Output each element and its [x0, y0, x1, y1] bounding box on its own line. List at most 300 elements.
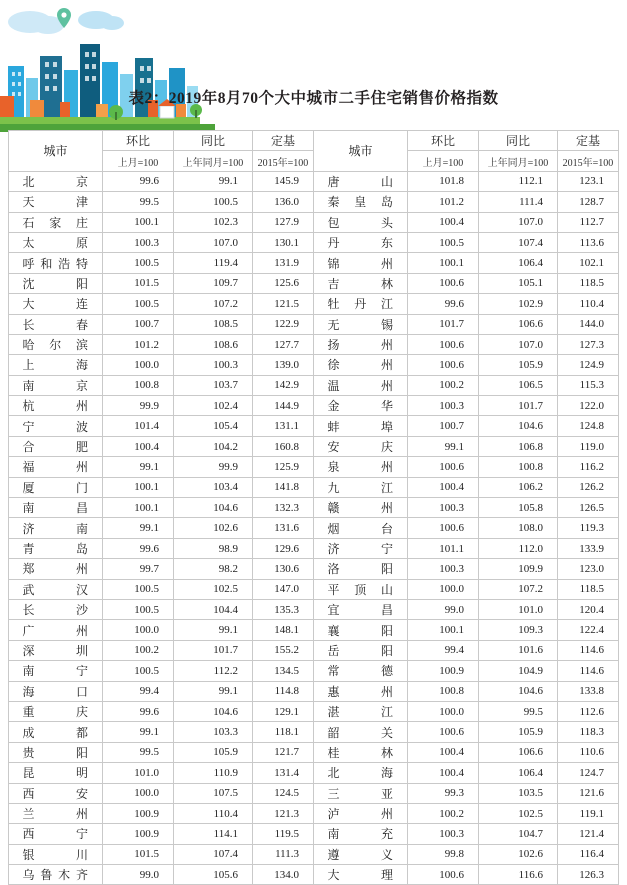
city-name-cell: 北 海 — [314, 763, 408, 783]
city-name-cell: 安 庆 — [314, 436, 408, 456]
yoy-value-cell: 98.2 — [174, 559, 253, 579]
city-name-cell: 合 肥 — [9, 436, 103, 456]
price-index-table — [8, 130, 619, 885]
yoy-value-cell: 102.3 — [174, 212, 253, 232]
base-value-cell: 124.9 — [558, 355, 619, 375]
city-name-cell: 郑 州 — [9, 559, 103, 579]
base-value-cell: 127.3 — [558, 334, 619, 354]
yoy-value-cell: 99.1 — [174, 681, 253, 701]
base-value-cell: 127.7 — [253, 334, 314, 354]
city-name-cell: 乌鲁木齐 — [9, 865, 103, 885]
mom-value-cell: 100.3 — [408, 559, 479, 579]
yoy-value-cell: 106.2 — [479, 477, 558, 497]
header-yoy-left: 同比 — [174, 131, 253, 151]
mom-value-cell: 99.9 — [103, 396, 174, 416]
mom-value-cell: 101.2 — [408, 192, 479, 212]
table-row — [9, 436, 619, 456]
city-name-cell: 金 华 — [314, 396, 408, 416]
base-value-cell: 155.2 — [253, 640, 314, 660]
table-row — [9, 844, 619, 864]
city-name-cell: 青 岛 — [9, 538, 103, 558]
city-name-cell: 泉 州 — [314, 457, 408, 477]
city-name-cell: 沈 阳 — [9, 273, 103, 293]
mom-value-cell: 100.0 — [103, 620, 174, 640]
city-name-cell: 大 连 — [9, 294, 103, 314]
city-name-cell: 大 理 — [314, 865, 408, 885]
yoy-value-cell: 104.7 — [479, 824, 558, 844]
base-value-cell: 129.6 — [253, 538, 314, 558]
yoy-value-cell: 107.0 — [479, 334, 558, 354]
mom-value-cell: 100.3 — [103, 232, 174, 252]
city-name-cell: 贵 阳 — [9, 742, 103, 762]
mom-value-cell: 100.2 — [103, 640, 174, 660]
header-mom-sub-left: 上月=100 — [103, 151, 174, 171]
skyline-svg — [0, 0, 290, 140]
city-name-cell: 长 春 — [9, 314, 103, 334]
city-name-cell: 泸 州 — [314, 803, 408, 823]
yoy-value-cell: 104.6 — [174, 701, 253, 721]
mom-value-cell: 101.7 — [408, 314, 479, 334]
yoy-value-cell: 106.6 — [479, 314, 558, 334]
mom-value-cell: 99.3 — [408, 783, 479, 803]
yoy-value-cell: 107.0 — [479, 212, 558, 232]
yoy-value-cell: 107.0 — [174, 232, 253, 252]
table-row — [9, 314, 619, 334]
yoy-value-cell: 106.4 — [479, 253, 558, 273]
yoy-value-cell: 119.4 — [174, 253, 253, 273]
mom-value-cell: 100.0 — [408, 579, 479, 599]
mom-value-cell: 100.1 — [103, 498, 174, 518]
base-value-cell: 134.5 — [253, 661, 314, 681]
yoy-value-cell: 108.5 — [174, 314, 253, 334]
city-name-cell: 海 口 — [9, 681, 103, 701]
yoy-value-cell: 103.3 — [174, 722, 253, 742]
base-value-cell: 113.6 — [558, 232, 619, 252]
header-city-left: 城市 — [9, 131, 103, 172]
yoy-value-cell: 99.1 — [174, 171, 253, 191]
table-row — [9, 253, 619, 273]
city-name-cell: 福 州 — [9, 457, 103, 477]
mom-value-cell: 99.1 — [103, 722, 174, 742]
base-value-cell: 110.6 — [558, 742, 619, 762]
mom-value-cell: 99.4 — [103, 681, 174, 701]
yoy-value-cell: 110.4 — [174, 803, 253, 823]
header-base-sub-left: 2015年=100 — [253, 151, 314, 171]
yoy-value-cell: 105.9 — [479, 722, 558, 742]
mom-value-cell: 100.4 — [408, 212, 479, 232]
base-value-cell: 121.5 — [253, 294, 314, 314]
yoy-value-cell: 112.0 — [479, 538, 558, 558]
header-mom-left: 环比 — [103, 131, 174, 151]
header-base-left: 定基 — [253, 131, 314, 151]
header-base-right: 定基 — [558, 131, 619, 151]
mom-value-cell: 100.5 — [103, 579, 174, 599]
table-row — [9, 640, 619, 660]
yoy-value-cell: 102.9 — [479, 294, 558, 314]
yoy-value-cell: 105.9 — [479, 355, 558, 375]
city-name-cell: 蚌 埠 — [314, 416, 408, 436]
mom-value-cell: 100.6 — [408, 334, 479, 354]
base-value-cell: 118.5 — [558, 579, 619, 599]
city-name-cell: 常 德 — [314, 661, 408, 681]
mom-value-cell: 100.5 — [103, 661, 174, 681]
mom-value-cell: 100.3 — [408, 498, 479, 518]
mom-value-cell: 101.8 — [408, 171, 479, 191]
mom-value-cell: 100.3 — [408, 396, 479, 416]
mom-value-cell: 99.5 — [103, 192, 174, 212]
mom-value-cell: 101.0 — [103, 763, 174, 783]
table-row — [9, 355, 619, 375]
base-value-cell: 111.3 — [253, 844, 314, 864]
table-body — [9, 171, 619, 885]
city-name-cell: 牡丹江 — [314, 294, 408, 314]
yoy-value-cell: 105.8 — [479, 498, 558, 518]
yoy-value-cell: 111.4 — [479, 192, 558, 212]
table-row — [9, 212, 619, 232]
mom-value-cell: 100.0 — [103, 783, 174, 803]
table-row — [9, 171, 619, 191]
city-name-cell: 平顶山 — [314, 579, 408, 599]
base-value-cell: 131.4 — [253, 763, 314, 783]
base-value-cell: 112.6 — [558, 701, 619, 721]
yoy-value-cell: 104.4 — [174, 599, 253, 619]
mom-value-cell: 100.5 — [408, 232, 479, 252]
city-name-cell: 温 州 — [314, 375, 408, 395]
mom-value-cell: 100.6 — [408, 355, 479, 375]
base-value-cell: 160.8 — [253, 436, 314, 456]
base-value-cell: 124.7 — [558, 763, 619, 783]
yoy-value-cell: 100.3 — [174, 355, 253, 375]
yoy-value-cell: 101.6 — [479, 640, 558, 660]
base-value-cell: 131.6 — [253, 518, 314, 538]
yoy-value-cell: 102.4 — [174, 396, 253, 416]
yoy-value-cell: 109.9 — [479, 559, 558, 579]
table-row — [9, 498, 619, 518]
yoy-value-cell: 103.7 — [174, 375, 253, 395]
city-name-cell: 徐 州 — [314, 355, 408, 375]
base-value-cell: 118.3 — [558, 722, 619, 742]
mom-value-cell: 100.5 — [103, 294, 174, 314]
city-name-cell: 呼和浩特 — [9, 253, 103, 273]
mom-value-cell: 100.0 — [103, 355, 174, 375]
base-value-cell: 121.3 — [253, 803, 314, 823]
yoy-value-cell: 103.5 — [479, 783, 558, 803]
base-value-cell: 142.9 — [253, 375, 314, 395]
yoy-value-cell: 100.5 — [174, 192, 253, 212]
mom-value-cell: 100.6 — [408, 865, 479, 885]
yoy-value-cell: 106.8 — [479, 436, 558, 456]
mom-value-cell: 99.1 — [103, 518, 174, 538]
base-value-cell: 125.9 — [253, 457, 314, 477]
table-row — [9, 824, 619, 844]
base-value-cell: 125.6 — [253, 273, 314, 293]
mom-value-cell: 100.1 — [408, 620, 479, 640]
city-name-cell: 无 锡 — [314, 314, 408, 334]
table-row — [9, 457, 619, 477]
city-name-cell: 银 川 — [9, 844, 103, 864]
mom-value-cell: 100.6 — [408, 457, 479, 477]
city-name-cell: 武 汉 — [9, 579, 103, 599]
base-value-cell: 129.1 — [253, 701, 314, 721]
city-name-cell: 扬 州 — [314, 334, 408, 354]
mom-value-cell: 100.9 — [103, 824, 174, 844]
price-index-table-wrapper — [8, 130, 619, 885]
yoy-value-cell: 106.4 — [479, 763, 558, 783]
mom-value-cell: 99.1 — [103, 457, 174, 477]
city-name-cell: 九 江 — [314, 477, 408, 497]
mom-value-cell: 99.7 — [103, 559, 174, 579]
yoy-value-cell: 99.1 — [174, 620, 253, 640]
city-name-cell: 南 充 — [314, 824, 408, 844]
table-row — [9, 681, 619, 701]
base-value-cell: 136.0 — [253, 192, 314, 212]
base-value-cell: 126.2 — [558, 477, 619, 497]
city-name-cell: 哈尔滨 — [9, 334, 103, 354]
header-city-right: 城市 — [314, 131, 408, 172]
mom-value-cell: 100.9 — [408, 661, 479, 681]
city-name-cell: 烟 台 — [314, 518, 408, 538]
table-row — [9, 579, 619, 599]
base-value-cell: 116.4 — [558, 844, 619, 864]
yoy-value-cell: 100.8 — [479, 457, 558, 477]
city-name-cell: 济 宁 — [314, 538, 408, 558]
yoy-value-cell: 105.4 — [174, 416, 253, 436]
yoy-value-cell: 98.9 — [174, 538, 253, 558]
yoy-value-cell: 101.7 — [174, 640, 253, 660]
table-title: 表2：2019年8月70个大中城市二手住宅销售价格指数 — [128, 90, 499, 107]
city-name-cell: 岳 阳 — [314, 640, 408, 660]
table-row — [9, 416, 619, 436]
table-row — [9, 294, 619, 314]
base-value-cell: 134.0 — [253, 865, 314, 885]
base-value-cell: 124.8 — [558, 416, 619, 436]
header-base-sub-right: 2015年=100 — [558, 151, 619, 171]
base-value-cell: 116.2 — [558, 457, 619, 477]
base-value-cell: 139.0 — [253, 355, 314, 375]
city-name-cell: 襄 阳 — [314, 620, 408, 640]
city-name-cell: 南 昌 — [9, 498, 103, 518]
yoy-value-cell: 107.2 — [174, 294, 253, 314]
base-value-cell: 121.7 — [253, 742, 314, 762]
yoy-value-cell: 107.2 — [479, 579, 558, 599]
city-name-cell: 重 庆 — [9, 701, 103, 721]
table-row — [9, 742, 619, 762]
mom-value-cell: 99.4 — [408, 640, 479, 660]
base-value-cell: 120.4 — [558, 599, 619, 619]
table-row — [9, 477, 619, 497]
yoy-value-cell: 104.2 — [174, 436, 253, 456]
base-value-cell: 127.9 — [253, 212, 314, 232]
base-value-cell: 141.8 — [253, 477, 314, 497]
city-name-cell: 西 安 — [9, 783, 103, 803]
base-value-cell: 122.0 — [558, 396, 619, 416]
city-name-cell: 韶 关 — [314, 722, 408, 742]
city-name-cell: 遵 义 — [314, 844, 408, 864]
yoy-value-cell: 112.1 — [479, 171, 558, 191]
city-name-cell: 锦 州 — [314, 253, 408, 273]
mom-value-cell: 101.5 — [103, 844, 174, 864]
mom-value-cell: 100.1 — [103, 477, 174, 497]
yoy-value-cell: 102.5 — [479, 803, 558, 823]
mom-value-cell: 100.4 — [408, 477, 479, 497]
header-mom-right: 环比 — [408, 131, 479, 151]
table-row — [9, 722, 619, 742]
city-name-cell: 南 京 — [9, 375, 103, 395]
table-row — [9, 783, 619, 803]
yoy-value-cell: 107.4 — [174, 844, 253, 864]
mom-value-cell: 99.6 — [103, 701, 174, 721]
mom-value-cell: 100.8 — [408, 681, 479, 701]
mom-value-cell: 99.0 — [408, 599, 479, 619]
mom-value-cell: 100.6 — [408, 273, 479, 293]
base-value-cell: 133.8 — [558, 681, 619, 701]
mom-value-cell: 100.0 — [408, 701, 479, 721]
mom-value-cell: 100.7 — [408, 416, 479, 436]
yoy-value-cell: 105.9 — [174, 742, 253, 762]
yoy-value-cell: 104.9 — [479, 661, 558, 681]
base-value-cell: 119.3 — [558, 518, 619, 538]
mom-value-cell: 99.6 — [103, 538, 174, 558]
mom-value-cell: 99.5 — [103, 742, 174, 762]
yoy-value-cell: 108.0 — [479, 518, 558, 538]
city-name-cell: 杭 州 — [9, 396, 103, 416]
mom-value-cell: 99.1 — [408, 436, 479, 456]
mom-value-cell: 100.4 — [408, 763, 479, 783]
base-value-cell: 119.5 — [253, 824, 314, 844]
base-value-cell: 122.9 — [253, 314, 314, 334]
city-name-cell: 深 圳 — [9, 640, 103, 660]
yoy-value-cell: 107.4 — [479, 232, 558, 252]
city-name-cell: 洛 阳 — [314, 559, 408, 579]
yoy-value-cell: 109.7 — [174, 273, 253, 293]
table-row — [9, 232, 619, 252]
yoy-value-cell: 102.6 — [479, 844, 558, 864]
base-value-cell: 123.0 — [558, 559, 619, 579]
table-row — [9, 273, 619, 293]
base-value-cell: 114.6 — [558, 640, 619, 660]
mom-value-cell: 99.0 — [103, 865, 174, 885]
table-row — [9, 334, 619, 354]
header-yoy-sub-right: 上年同月=100 — [479, 151, 558, 171]
yoy-value-cell: 105.1 — [479, 273, 558, 293]
table-row — [9, 661, 619, 681]
city-name-cell: 成 都 — [9, 722, 103, 742]
yoy-value-cell: 110.9 — [174, 763, 253, 783]
table-row — [9, 599, 619, 619]
yoy-value-cell: 101.0 — [479, 599, 558, 619]
base-value-cell: 126.3 — [558, 865, 619, 885]
table-row — [9, 518, 619, 538]
city-name-cell: 厦 门 — [9, 477, 103, 497]
city-name-cell: 济 南 — [9, 518, 103, 538]
yoy-value-cell: 108.6 — [174, 334, 253, 354]
mom-value-cell: 100.9 — [103, 803, 174, 823]
yoy-value-cell: 104.6 — [479, 416, 558, 436]
yoy-value-cell: 114.1 — [174, 824, 253, 844]
yoy-value-cell: 102.5 — [174, 579, 253, 599]
base-value-cell: 124.5 — [253, 783, 314, 803]
base-value-cell: 110.4 — [558, 294, 619, 314]
mom-value-cell: 99.6 — [408, 294, 479, 314]
table-row — [9, 701, 619, 721]
city-name-cell: 昆 明 — [9, 763, 103, 783]
table-row — [9, 620, 619, 640]
base-value-cell: 144.9 — [253, 396, 314, 416]
table-row — [9, 192, 619, 212]
base-value-cell: 122.4 — [558, 620, 619, 640]
mom-value-cell: 100.6 — [408, 722, 479, 742]
base-value-cell: 131.1 — [253, 416, 314, 436]
mom-value-cell: 100.4 — [103, 436, 174, 456]
base-value-cell: 133.9 — [558, 538, 619, 558]
base-value-cell: 114.6 — [558, 661, 619, 681]
yoy-value-cell: 103.4 — [174, 477, 253, 497]
city-name-cell: 长 沙 — [9, 599, 103, 619]
yoy-value-cell: 105.6 — [174, 865, 253, 885]
city-name-cell: 南 宁 — [9, 661, 103, 681]
city-name-cell: 湛 江 — [314, 701, 408, 721]
city-name-cell: 惠 州 — [314, 681, 408, 701]
city-name-cell: 包 头 — [314, 212, 408, 232]
mom-value-cell: 99.6 — [103, 171, 174, 191]
yoy-value-cell: 112.2 — [174, 661, 253, 681]
base-value-cell: 132.3 — [253, 498, 314, 518]
base-value-cell: 115.3 — [558, 375, 619, 395]
mom-value-cell: 100.2 — [408, 375, 479, 395]
header-yoy-sub-left: 上年同月=100 — [174, 151, 253, 171]
city-name-cell: 西 宁 — [9, 824, 103, 844]
yoy-value-cell: 101.7 — [479, 396, 558, 416]
base-value-cell: 121.6 — [558, 783, 619, 803]
city-name-cell: 兰 州 — [9, 803, 103, 823]
city-name-cell: 天 津 — [9, 192, 103, 212]
yoy-value-cell: 99.5 — [479, 701, 558, 721]
city-name-cell: 广 州 — [9, 620, 103, 640]
yoy-value-cell: 106.5 — [479, 375, 558, 395]
yoy-value-cell: 104.6 — [174, 498, 253, 518]
mom-value-cell: 100.5 — [103, 253, 174, 273]
base-value-cell: 130.1 — [253, 232, 314, 252]
mom-value-cell: 100.1 — [103, 212, 174, 232]
table-row — [9, 803, 619, 823]
base-value-cell: 114.8 — [253, 681, 314, 701]
base-value-cell: 112.7 — [558, 212, 619, 232]
mom-value-cell: 100.7 — [103, 314, 174, 334]
mom-value-cell: 100.6 — [408, 518, 479, 538]
yoy-value-cell: 104.6 — [479, 681, 558, 701]
table-row — [9, 538, 619, 558]
mom-value-cell: 100.4 — [408, 742, 479, 762]
mom-value-cell: 100.5 — [103, 599, 174, 619]
yoy-value-cell: 107.5 — [174, 783, 253, 803]
base-value-cell: 126.5 — [558, 498, 619, 518]
city-name-cell: 宁 波 — [9, 416, 103, 436]
table-row — [9, 763, 619, 783]
city-name-cell: 秦皇岛 — [314, 192, 408, 212]
skyline-banner-illustration — [0, 0, 290, 140]
city-name-cell: 丹 东 — [314, 232, 408, 252]
base-value-cell: 119.0 — [558, 436, 619, 456]
base-value-cell: 102.1 — [558, 253, 619, 273]
city-name-cell: 宜 昌 — [314, 599, 408, 619]
table-header-row-main — [9, 131, 619, 151]
base-value-cell: 135.3 — [253, 599, 314, 619]
city-name-cell: 吉 林 — [314, 273, 408, 293]
table-row — [9, 865, 619, 885]
city-name-cell: 石家庄 — [9, 212, 103, 232]
yoy-value-cell: 102.6 — [174, 518, 253, 538]
city-name-cell: 三 亚 — [314, 783, 408, 803]
